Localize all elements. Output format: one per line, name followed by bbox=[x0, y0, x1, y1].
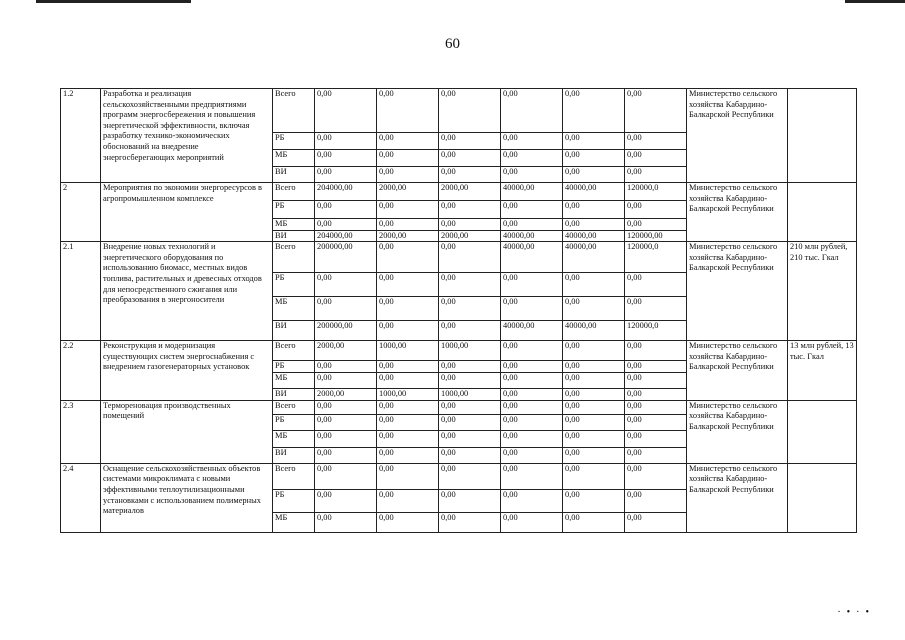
item-task-cell: Разработка и реализация сельскохозяйственными предприятиями программ энергосбережения и повышения энергетической эффективности, включая разработку технико-экономических обоснований на внедрение энергосберегающих мероприятий bbox=[101, 89, 273, 183]
funding-value-cell: 0,00 bbox=[315, 219, 377, 231]
funding-value-cell: 200000,00 bbox=[315, 321, 377, 341]
table-row bbox=[61, 463, 857, 489]
funding-source-cell: РБ bbox=[273, 133, 315, 150]
effect-cell: 13 млн рублей, 13 тыс. Гкал bbox=[788, 341, 857, 401]
funding-value-cell: 0,00 bbox=[439, 89, 501, 133]
funding-value-cell: 0,00 bbox=[625, 297, 687, 321]
funding-value-cell: 2000,00 bbox=[377, 183, 439, 201]
funding-value-cell: 0,00 bbox=[377, 242, 439, 273]
funding-value-cell: 0,00 bbox=[501, 150, 563, 167]
funding-value-cell: 0,00 bbox=[625, 219, 687, 231]
funding-value-cell: 0,00 bbox=[315, 167, 377, 183]
executor-cell: Министерство сельского хозяйства Кабардино-Балкарской Республики bbox=[687, 242, 788, 341]
funding-value-cell: 0,00 bbox=[377, 201, 439, 219]
effect-cell bbox=[788, 183, 857, 242]
funding-source-cell: МБ bbox=[273, 219, 315, 231]
funding-value-cell: 0,00 bbox=[625, 447, 687, 463]
funding-value-cell: 0,00 bbox=[315, 463, 377, 489]
funding-value-cell: 0,00 bbox=[563, 133, 625, 150]
funding-value-cell: 0,00 bbox=[563, 512, 625, 532]
funding-source-cell: МБ bbox=[273, 297, 315, 321]
scan-specks: ·•·• bbox=[837, 607, 875, 618]
funding-value-cell: 0,00 bbox=[315, 273, 377, 297]
funding-source-cell: ВИ bbox=[273, 389, 315, 401]
item-number-cell: 2.4 bbox=[61, 463, 101, 532]
funding-source-cell: РБ bbox=[273, 201, 315, 219]
funding-value-cell: 2000,00 bbox=[315, 389, 377, 401]
funding-value-cell: 0,00 bbox=[625, 373, 687, 389]
funding-value-cell: 0,00 bbox=[563, 273, 625, 297]
funding-value-cell: 0,00 bbox=[563, 430, 625, 447]
item-task-cell: Внедрение новых технологий и энергетического оборудования по использованию биомасс, местных видов топлива, растительных и древесных отходов для непосредственного сжигания или преобразования в энергоносители bbox=[101, 242, 273, 341]
funding-source-cell: РБ bbox=[273, 361, 315, 373]
funding-value-cell: 0,00 bbox=[501, 512, 563, 532]
funding-value-cell: 204000,00 bbox=[315, 183, 377, 201]
funding-value-cell: 0,00 bbox=[501, 489, 563, 512]
funding-value-cell: 0,00 bbox=[625, 430, 687, 447]
funding-value-cell: 0,00 bbox=[563, 341, 625, 361]
funding-value-cell: 0,00 bbox=[315, 447, 377, 463]
funding-value-cell: 40000,00 bbox=[501, 321, 563, 341]
funding-value-cell: 0,00 bbox=[439, 447, 501, 463]
funding-value-cell: 0,00 bbox=[563, 447, 625, 463]
funding-value-cell: 0,00 bbox=[315, 361, 377, 373]
funding-value-cell: 0,00 bbox=[439, 273, 501, 297]
funding-value-cell: 0,00 bbox=[315, 201, 377, 219]
funding-value-cell: 0,00 bbox=[439, 133, 501, 150]
funding-value-cell: 0,00 bbox=[625, 463, 687, 489]
funding-value-cell: 0,00 bbox=[439, 400, 501, 414]
funding-value-cell: 0,00 bbox=[377, 361, 439, 373]
table-row bbox=[61, 183, 857, 201]
funding-value-cell: 0,00 bbox=[563, 361, 625, 373]
item-task-cell: Оснащение сельскохозяйственных объектов системами микроклимата с новыми эффективными теплоутилизационными установками с использованием полимерных материалов bbox=[101, 463, 273, 532]
funding-value-cell: 0,00 bbox=[563, 167, 625, 183]
executor-cell: Министерство сельского хозяйства Кабардино-Балкарской Республики bbox=[687, 400, 788, 463]
funding-value-cell: 0,00 bbox=[377, 167, 439, 183]
funding-value-cell: 0,00 bbox=[625, 512, 687, 532]
funding-value-cell: 0,00 bbox=[501, 361, 563, 373]
funding-source-cell: МБ bbox=[273, 150, 315, 167]
funding-value-cell: 40000,00 bbox=[501, 242, 563, 273]
funding-value-cell: 40000,00 bbox=[563, 321, 625, 341]
funding-value-cell: 40000,00 bbox=[501, 230, 563, 242]
funding-value-cell: 0,00 bbox=[439, 489, 501, 512]
funding-value-cell: 2000,00 bbox=[439, 183, 501, 201]
effect-cell: 210 млн рублей, 210 тыс. Гкал bbox=[788, 242, 857, 341]
funding-value-cell: 0,00 bbox=[377, 400, 439, 414]
item-number-cell: 2.3 bbox=[61, 400, 101, 463]
funding-value-cell: 0,00 bbox=[563, 389, 625, 401]
funding-value-cell: 0,00 bbox=[501, 219, 563, 231]
funding-value-cell: 0,00 bbox=[315, 89, 377, 133]
funding-value-cell: 0,00 bbox=[439, 297, 501, 321]
funding-value-cell: 0,00 bbox=[501, 201, 563, 219]
funding-value-cell: 0,00 bbox=[563, 150, 625, 167]
funding-source-cell: ВИ bbox=[273, 447, 315, 463]
funding-value-cell: 0,00 bbox=[563, 89, 625, 133]
funding-value-cell: 0,00 bbox=[439, 430, 501, 447]
measures-table bbox=[60, 88, 857, 533]
measures-table-body bbox=[61, 89, 857, 533]
item-number-cell: 2.1 bbox=[61, 242, 101, 341]
funding-value-cell: 0,00 bbox=[563, 201, 625, 219]
funding-value-cell: 0,00 bbox=[315, 150, 377, 167]
funding-value-cell: 0,00 bbox=[501, 430, 563, 447]
executor-cell: Министерство сельского хозяйства Кабардино-Балкарской Республики bbox=[687, 183, 788, 242]
funding-source-cell: Всего bbox=[273, 341, 315, 361]
funding-source-cell: РБ bbox=[273, 489, 315, 512]
funding-source-cell: Всего bbox=[273, 242, 315, 273]
funding-value-cell: 0,00 bbox=[563, 489, 625, 512]
funding-value-cell: 0,00 bbox=[377, 273, 439, 297]
item-number-cell: 2 bbox=[61, 183, 101, 242]
funding-value-cell: 40000,00 bbox=[563, 183, 625, 201]
funding-value-cell: 0,00 bbox=[625, 400, 687, 414]
funding-value-cell: 40000,00 bbox=[563, 242, 625, 273]
funding-value-cell: 0,00 bbox=[625, 167, 687, 183]
funding-value-cell: 40000,00 bbox=[563, 230, 625, 242]
top-rule-right bbox=[845, 0, 905, 3]
funding-value-cell: 0,00 bbox=[625, 361, 687, 373]
funding-value-cell: 0,00 bbox=[625, 201, 687, 219]
funding-value-cell: 0,00 bbox=[377, 321, 439, 341]
funding-value-cell: 0,00 bbox=[377, 219, 439, 231]
funding-source-cell: ВИ bbox=[273, 321, 315, 341]
funding-value-cell: 0,00 bbox=[563, 400, 625, 414]
funding-source-cell: РБ bbox=[273, 414, 315, 430]
item-task-cell: Термореновация производственных помещений bbox=[101, 400, 273, 463]
funding-value-cell: 0,00 bbox=[501, 297, 563, 321]
funding-source-cell: Всего bbox=[273, 463, 315, 489]
funding-value-cell: 0,00 bbox=[439, 361, 501, 373]
funding-value-cell: 0,00 bbox=[501, 400, 563, 414]
funding-source-cell: РБ bbox=[273, 273, 315, 297]
funding-value-cell: 0,00 bbox=[439, 201, 501, 219]
funding-value-cell: 120000,0 bbox=[625, 183, 687, 201]
funding-value-cell: 0,00 bbox=[315, 297, 377, 321]
funding-value-cell: 0,00 bbox=[563, 373, 625, 389]
funding-value-cell: 0,00 bbox=[563, 297, 625, 321]
funding-value-cell: 120000,0 bbox=[625, 321, 687, 341]
page-number: 60 bbox=[445, 36, 460, 52]
funding-value-cell: 0,00 bbox=[377, 150, 439, 167]
effect-cell bbox=[788, 400, 857, 463]
funding-value-cell: 1000,00 bbox=[377, 389, 439, 401]
funding-value-cell: 0,00 bbox=[625, 414, 687, 430]
funding-value-cell: 0,00 bbox=[501, 133, 563, 150]
funding-value-cell: 0,00 bbox=[377, 463, 439, 489]
funding-value-cell: 0,00 bbox=[315, 414, 377, 430]
funding-value-cell: 0,00 bbox=[315, 430, 377, 447]
funding-source-cell: ВИ bbox=[273, 230, 315, 242]
funding-source-cell: ВИ bbox=[273, 167, 315, 183]
effect-cell bbox=[788, 463, 857, 532]
funding-value-cell: 0,00 bbox=[625, 341, 687, 361]
funding-value-cell: 0,00 bbox=[377, 373, 439, 389]
funding-value-cell: 0,00 bbox=[501, 341, 563, 361]
funding-value-cell: 0,00 bbox=[625, 273, 687, 297]
table-row bbox=[61, 400, 857, 414]
table-row bbox=[61, 89, 857, 133]
funding-value-cell: 0,00 bbox=[501, 373, 563, 389]
funding-value-cell: 1000,00 bbox=[439, 341, 501, 361]
effect-cell bbox=[788, 89, 857, 183]
funding-value-cell: 0,00 bbox=[377, 430, 439, 447]
funding-value-cell: 0,00 bbox=[315, 373, 377, 389]
funding-value-cell: 120000,0 bbox=[625, 242, 687, 273]
funding-value-cell: 200000,00 bbox=[315, 242, 377, 273]
funding-value-cell: 0,00 bbox=[501, 389, 563, 401]
funding-value-cell: 0,00 bbox=[439, 414, 501, 430]
funding-value-cell: 0,00 bbox=[439, 150, 501, 167]
funding-value-cell: 0,00 bbox=[377, 489, 439, 512]
table-row bbox=[61, 341, 857, 361]
funding-value-cell: 0,00 bbox=[377, 414, 439, 430]
funding-value-cell: 2000,00 bbox=[439, 230, 501, 242]
funding-value-cell: 0,00 bbox=[439, 463, 501, 489]
funding-value-cell: 1000,00 bbox=[377, 341, 439, 361]
funding-source-cell: МБ bbox=[273, 430, 315, 447]
funding-value-cell: 0,00 bbox=[377, 133, 439, 150]
item-number-cell: 2.2 bbox=[61, 341, 101, 401]
funding-value-cell: 1000,00 bbox=[439, 389, 501, 401]
funding-value-cell: 40000,00 bbox=[501, 183, 563, 201]
funding-value-cell: 0,00 bbox=[563, 463, 625, 489]
executor-cell: Министерство сельского хозяйства Кабардино-Балкарской Республики bbox=[687, 341, 788, 401]
executor-cell: Министерство сельского хозяйства Кабардино-Балкарской Республики bbox=[687, 89, 788, 183]
funding-value-cell: 0,00 bbox=[315, 489, 377, 512]
funding-source-cell: МБ bbox=[273, 373, 315, 389]
funding-value-cell: 0,00 bbox=[315, 400, 377, 414]
funding-value-cell: 0,00 bbox=[377, 447, 439, 463]
funding-value-cell: 0,00 bbox=[563, 414, 625, 430]
funding-value-cell: 0,00 bbox=[377, 512, 439, 532]
funding-value-cell: 0,00 bbox=[439, 219, 501, 231]
funding-value-cell: 0,00 bbox=[439, 373, 501, 389]
funding-value-cell: 0,00 bbox=[625, 389, 687, 401]
funding-value-cell: 0,00 bbox=[501, 167, 563, 183]
funding-value-cell: 204000,00 bbox=[315, 230, 377, 242]
item-number-cell: 1.2 bbox=[61, 89, 101, 183]
item-task-cell: Реконструкция и модернизация существующих систем энергоснабжения с внедрением газогенераторных установок bbox=[101, 341, 273, 401]
funding-value-cell: 2000,00 bbox=[377, 230, 439, 242]
funding-value-cell: 0,00 bbox=[439, 512, 501, 532]
funding-source-cell: Всего bbox=[273, 89, 315, 133]
table-row bbox=[61, 242, 857, 273]
item-task-cell: Мероприятия по экономии энергоресурсов в агропромышленном комплексе bbox=[101, 183, 273, 242]
funding-value-cell: 0,00 bbox=[377, 89, 439, 133]
funding-value-cell: 120000,00 bbox=[625, 230, 687, 242]
funding-value-cell: 0,00 bbox=[501, 414, 563, 430]
funding-value-cell: 0,00 bbox=[625, 89, 687, 133]
funding-value-cell: 0,00 bbox=[439, 242, 501, 273]
funding-value-cell: 0,00 bbox=[625, 150, 687, 167]
funding-value-cell: 0,00 bbox=[501, 273, 563, 297]
funding-value-cell: 0,00 bbox=[315, 133, 377, 150]
funding-source-cell: Всего bbox=[273, 183, 315, 201]
funding-value-cell: 2000,00 bbox=[315, 341, 377, 361]
funding-value-cell: 0,00 bbox=[439, 167, 501, 183]
funding-value-cell: 0,00 bbox=[625, 489, 687, 512]
funding-value-cell: 0,00 bbox=[315, 512, 377, 532]
funding-value-cell: 0,00 bbox=[439, 321, 501, 341]
funding-value-cell: 0,00 bbox=[377, 297, 439, 321]
top-rule-left bbox=[36, 0, 191, 3]
funding-value-cell: 0,00 bbox=[625, 133, 687, 150]
funding-value-cell: 0,00 bbox=[501, 447, 563, 463]
funding-source-cell: Всего bbox=[273, 400, 315, 414]
funding-value-cell: 0,00 bbox=[563, 219, 625, 231]
funding-value-cell: 0,00 bbox=[501, 89, 563, 133]
executor-cell: Министерство сельского хозяйства Кабардино-Балкарской Республики bbox=[687, 463, 788, 532]
funding-value-cell: 0,00 bbox=[501, 463, 563, 489]
funding-source-cell: МБ bbox=[273, 512, 315, 532]
